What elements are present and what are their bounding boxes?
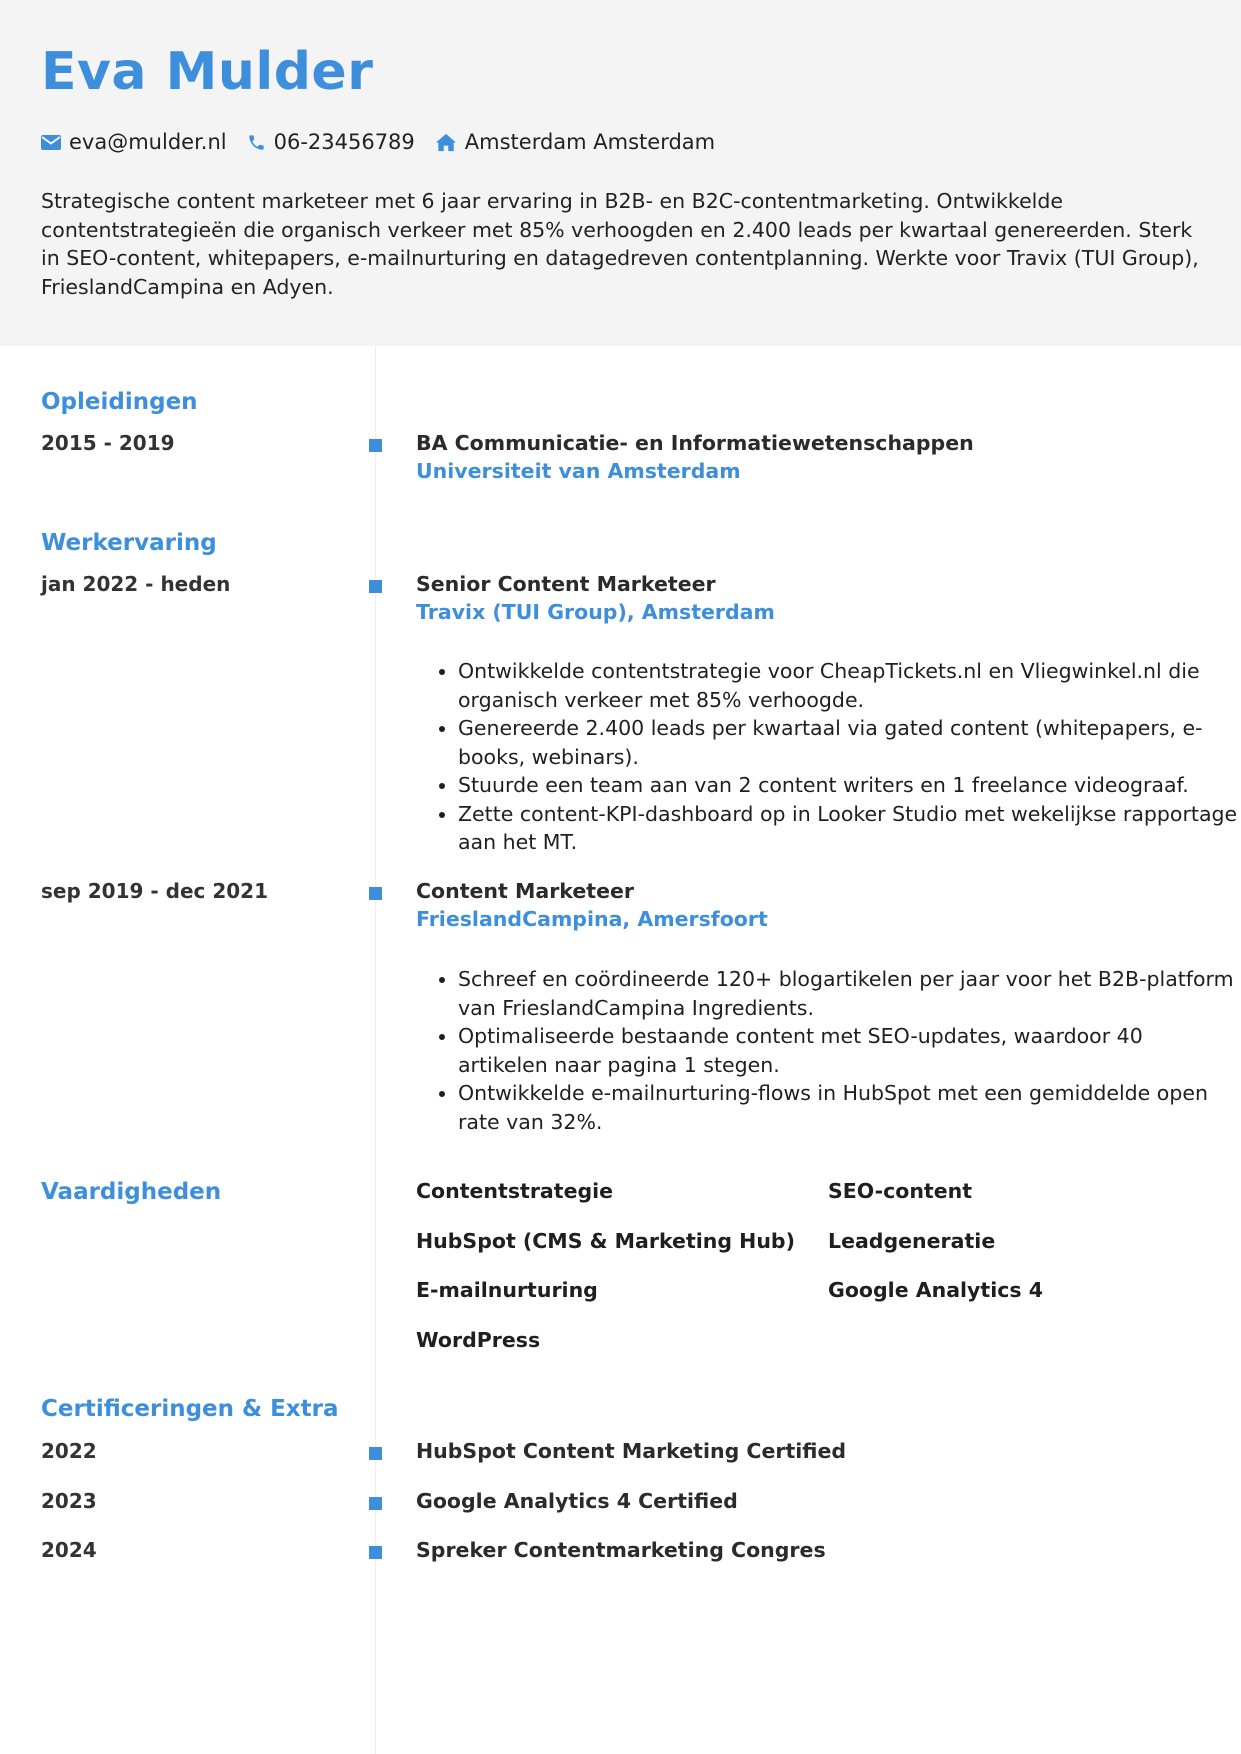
header	[0, 0, 1241, 346]
certification-name: Google Analytics 4 Certified	[416, 1489, 738, 1513]
contact-phone	[247, 130, 415, 154]
certification-year: 2024	[41, 1538, 97, 1562]
timeline-marker	[369, 1497, 382, 1510]
job-company: Travix (TUI Group), Amsterdam	[416, 600, 775, 624]
job-bullet: • Schreef en coördineerde 120+ blogartikelen per jaar voor het B2B-platform van FrieslandCampina Ingredients.	[458, 965, 1238, 1022]
timeline-marker	[369, 439, 382, 452]
section-title-education: Opleidingen	[41, 389, 198, 415]
profile-summary: Strategische content marketeer met 6 jaar ervaring in B2B- en B2C-contentmarketing. Ontwikkelde contentstrategieën die organisch verkeer met 85% verhoogden en 2.400 leads per kwartaal genereerden. Sterk in SEO-content, whitepapers, e-mailnurturing en datagedreven contentplanning. Werkte voor Travix (TUI Group), FrieslandCampina en Adyen.	[41, 189, 1199, 299]
candidate-name: Eva Mulder	[41, 42, 374, 102]
timeline-divider	[375, 346, 376, 1754]
job-date: sep 2019 - dec 2021	[41, 879, 269, 903]
certification-name: Spreker Contentmarketing Congres	[416, 1538, 826, 1562]
section-title-experience: Werkervaring	[41, 530, 217, 556]
job-bullets	[416, 657, 1238, 857]
timeline-marker	[369, 1546, 382, 1559]
certification-year: 2023	[41, 1489, 97, 1513]
section-title-skills: Vaardigheden	[41, 1179, 222, 1205]
skill-item: Google Analytics 4	[828, 1278, 1043, 1302]
timeline-marker	[369, 580, 382, 593]
skill-item: E-mailnurturing	[416, 1278, 598, 1302]
contact-email	[41, 130, 227, 154]
home-icon	[435, 133, 457, 152]
job-bullet: • Genereerde 2.400 leads per kwartaal via gated content (whitepapers, e-books, webinars).	[458, 714, 1238, 771]
education-school: Universiteit van Amsterdam	[416, 459, 741, 483]
skill-item: WordPress	[416, 1328, 541, 1352]
envelope-icon	[41, 135, 61, 150]
location-text: Amsterdam Amsterdam	[464, 130, 716, 154]
skill-item: HubSpot (CMS & Marketing Hub)	[416, 1229, 795, 1253]
job-title: Senior Content Marketeer	[416, 572, 716, 596]
job-bullet: • Ontwikkelde contentstrategie voor CheapTickets.nl en Vliegwinkel.nl die organisch verkeer met 85% verhoogde.	[458, 657, 1238, 714]
skill-item: Contentstrategie	[416, 1179, 614, 1203]
job-company: FrieslandCampina, Amersfoort	[416, 907, 768, 931]
phone-icon	[247, 133, 266, 152]
timeline-marker	[369, 1447, 382, 1460]
job-date: jan 2022 - heden	[41, 572, 231, 596]
phone-text: 06-23456789	[273, 130, 415, 154]
skill-item: SEO-content	[828, 1179, 973, 1203]
certification-year: 2022	[41, 1439, 97, 1463]
job-bullet: • Stuurde een team aan van 2 content writers en 1 freelance videograaf.	[458, 771, 1238, 800]
certification-name: HubSpot Content Marketing Certified	[416, 1439, 847, 1463]
education-degree: BA Communicatie- en Informatiewetenschappen	[416, 431, 974, 455]
contact-location	[435, 130, 715, 154]
job-bullet: • Zette content-KPI-dashboard op in Looker Studio met wekelijkse rapportage aan het MT.	[458, 800, 1238, 857]
contact-info	[41, 128, 735, 156]
job-bullet: • Ontwikkelde e-mailnurturing-flows in HubSpot met een gemiddelde open rate van 32%.	[458, 1079, 1238, 1136]
skill-item: Leadgeneratie	[828, 1229, 996, 1253]
education-date: 2015 - 2019	[41, 431, 175, 455]
email-text: eva@mulder.nl	[69, 130, 227, 154]
job-title: Content Marketeer	[416, 879, 635, 903]
section-title-certifications: Certificeringen & Extra	[41, 1396, 339, 1422]
job-bullets	[416, 965, 1238, 1136]
job-bullet: • Optimaliseerde bestaande content met SEO-updates, waardoor 40 artikelen naar pagina 1 stegen.	[458, 1022, 1238, 1079]
timeline-marker	[369, 887, 382, 900]
